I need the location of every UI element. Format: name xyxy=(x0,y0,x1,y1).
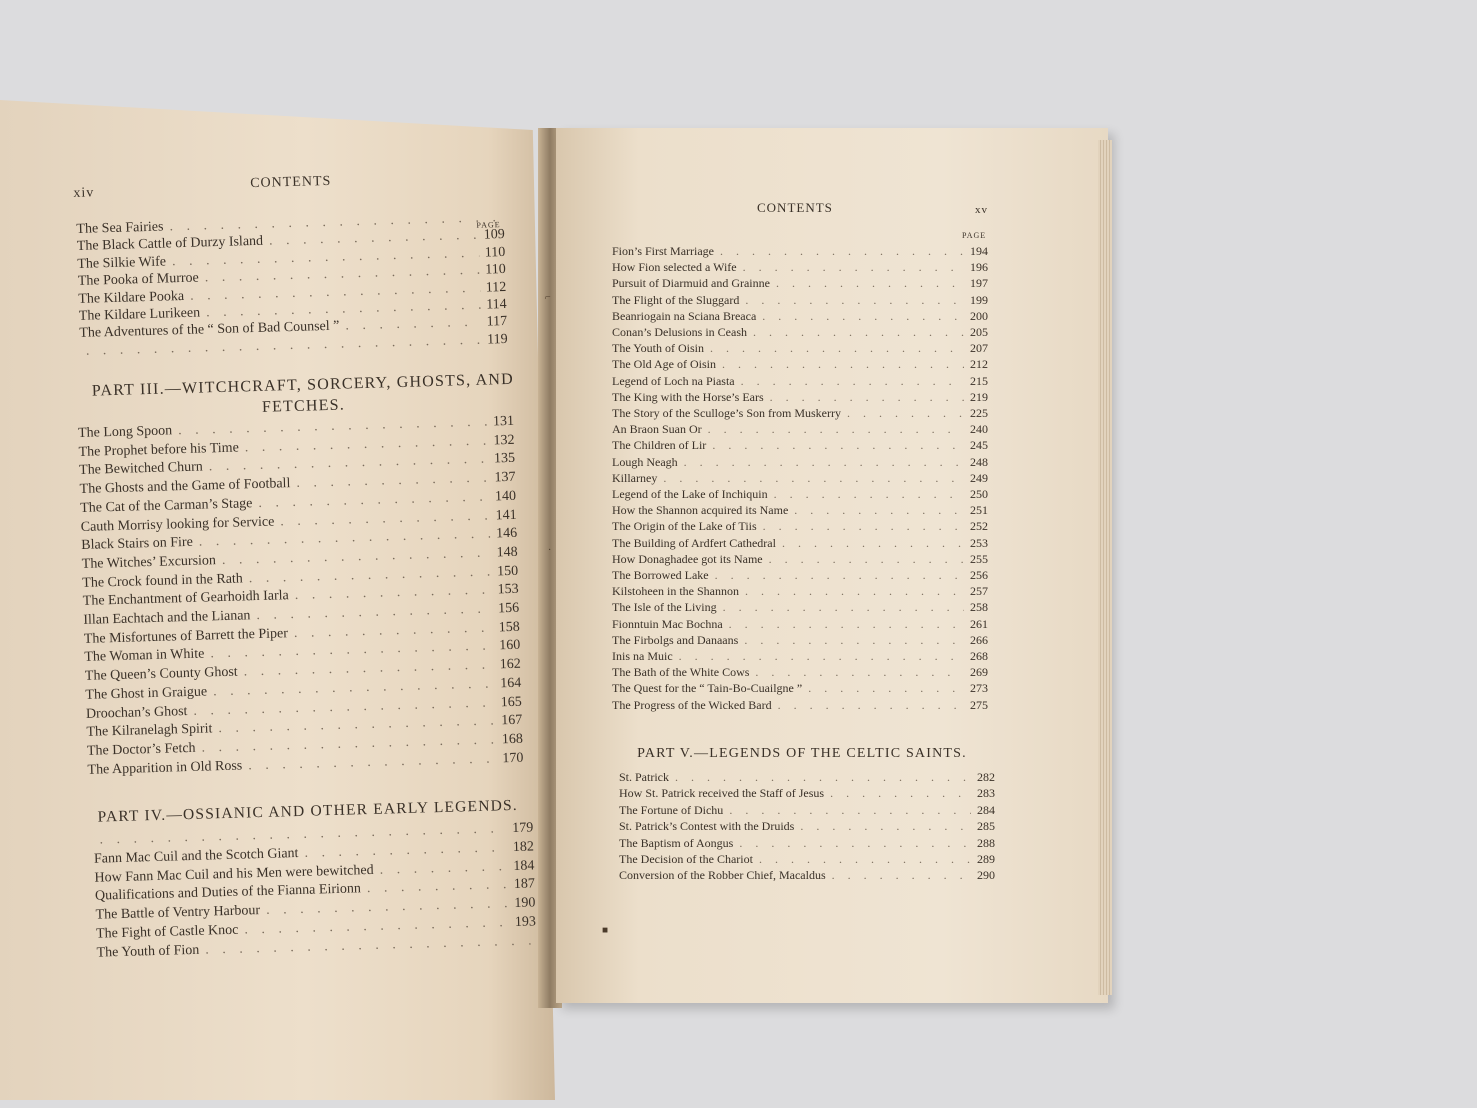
toc-entry-page: 156 xyxy=(497,600,520,617)
toc-entry-page: 205 xyxy=(970,325,988,339)
toc-leader-dots xyxy=(720,244,964,259)
toc-entry-title: Fionntuin Mac Bochna xyxy=(612,616,723,631)
toc-entry-title: The Queen’s County Ghost xyxy=(84,664,238,684)
toc-leader-dots xyxy=(729,617,964,632)
toc-entry-page: 141 xyxy=(495,507,517,523)
toc-entry-page: 168 xyxy=(501,731,524,748)
toc-entry-title: Legend of the Lake of Inchiquin xyxy=(612,487,768,501)
toc-entry-page: 137 xyxy=(494,469,516,486)
toc-entry-title: Kilstoheen in the Shannon xyxy=(612,584,739,599)
toc-entry-page: 132 xyxy=(493,432,515,449)
toc-entry-title: The Kildare Pooka xyxy=(78,288,185,307)
toc-entry-page: 284 xyxy=(977,802,995,817)
toc-entry-page: 193 xyxy=(514,914,537,930)
toc-entry xyxy=(612,536,988,551)
toc-entry-title: The Apparition in Old Ross xyxy=(87,758,243,778)
toc-leader-dots xyxy=(832,868,971,883)
toc-leader-dots xyxy=(763,519,964,534)
toc-entry xyxy=(612,568,988,583)
toc-entry-page: 283 xyxy=(977,786,995,801)
toc-entry-title: Fann Mac Cuil and the Scotch Giant xyxy=(93,845,299,867)
toc-leader-dots xyxy=(770,390,964,405)
toc-entry-page: 273 xyxy=(970,681,988,696)
toc-entry-page: 269 xyxy=(970,665,988,680)
toc-leader-dots xyxy=(663,471,964,486)
toc-entry-title: The Story of the Sculloge’s Son from Muskerry xyxy=(612,406,841,420)
toc-entry-page: 165 xyxy=(500,694,523,710)
toc-entry-page: 117 xyxy=(486,314,508,330)
toc-leader-dots xyxy=(759,852,971,867)
toc-entry-title: The Enchantment of Gearhoidh Iarla xyxy=(82,588,289,610)
toc-entry-title: The Adventures of the “ Son of Bad Counsel ” xyxy=(79,319,340,342)
toc-entry-title: The Battle of Ventry Harbour xyxy=(95,903,261,923)
toc-leader-dots xyxy=(808,681,964,696)
toc-entry-page: 288 xyxy=(977,835,995,850)
toc-entry-title: The Progress of the Wicked Bard xyxy=(612,697,772,712)
toc-entry-title: The Borrowed Lake xyxy=(612,568,709,582)
toc-entry xyxy=(612,600,988,615)
toc-entry xyxy=(612,422,988,437)
toc-leader-dots xyxy=(675,770,971,785)
right-page-column-label: PAGE xyxy=(962,231,987,240)
toc-entry-title: The King with the Horse’s Ears xyxy=(612,389,764,404)
toc-entry-page: 252 xyxy=(970,519,988,534)
toc-entry xyxy=(612,293,988,308)
toc-entry-title: Legend of Loch na Piasta xyxy=(612,373,735,388)
toc-entry-title: How St. Patrick received the Staff of Jesus xyxy=(619,786,825,801)
toc-leader-dots xyxy=(778,698,964,713)
toc-entry-page: 268 xyxy=(970,649,988,663)
toc-entry-page: 146 xyxy=(495,525,518,542)
toc-entry-title: Illan Eachtach and the Lianan xyxy=(83,608,251,628)
toc-entry-title: The Silkie Wife xyxy=(77,254,167,272)
toc-leader-dots xyxy=(847,406,964,421)
toc-entry-title: St. Patrick xyxy=(619,770,669,784)
toc-entry xyxy=(612,390,988,405)
toc-entry xyxy=(612,471,988,486)
toc-entry-page: 282 xyxy=(977,770,995,784)
toc-entry-title: Killarney xyxy=(612,470,658,485)
toc-entry xyxy=(619,868,995,883)
toc-entry xyxy=(612,649,988,664)
toc-entry-title: How Donaghadee got its Name xyxy=(612,551,763,566)
toc-entry-title: The Witches’ Excursion xyxy=(81,553,217,572)
toc-leader-dots xyxy=(744,633,964,648)
toc-entry-title: The Black Cattle of Durzy Island xyxy=(76,234,264,255)
toc-entry-page: 179 xyxy=(512,820,534,837)
toc-leader-dots xyxy=(794,503,964,518)
toc-entry xyxy=(612,584,988,599)
toc-entry-title: The Bewitched Churn xyxy=(78,459,203,479)
toc-entry xyxy=(619,803,995,818)
toc-entry-title: Conversion of the Robber Chief, Macaldus xyxy=(619,868,826,883)
toc-leader-dots xyxy=(710,341,964,356)
toc-entry-page: 240 xyxy=(970,422,988,437)
toc-entry xyxy=(619,852,995,867)
toc-entry-page: 164 xyxy=(500,675,522,692)
toc-entry-page: 248 xyxy=(970,454,988,469)
toc-leader-dots xyxy=(830,786,971,801)
toc-entry-page: 158 xyxy=(498,619,520,636)
ink-speck: ■ xyxy=(602,925,609,936)
toc-entry-page: 110 xyxy=(484,244,506,261)
toc-entry-page: 253 xyxy=(970,535,988,550)
toc-entry xyxy=(612,309,988,324)
toc-entry-title: The Bath of the White Cows xyxy=(612,665,750,680)
toc-entry xyxy=(612,374,988,389)
toc-entry-title: Black Stairs on Fire xyxy=(81,535,194,554)
toc-entry-title: An Braon Suan Or xyxy=(612,422,702,437)
toc-leader-dots xyxy=(679,649,964,664)
toc-entry-title: The Baptism of Aongus xyxy=(619,835,734,850)
toc-entry-page: 167 xyxy=(501,712,523,729)
left-folio: xiv xyxy=(73,185,95,202)
toc-entry-title: Lough Neagh xyxy=(612,454,678,469)
toc-entry xyxy=(612,519,988,534)
toc-entry-page: 184 xyxy=(513,858,535,874)
toc-leader-dots xyxy=(755,665,964,680)
toc-leader-dots xyxy=(743,260,964,275)
toc-entry-page: 250 xyxy=(970,487,988,501)
toc-entry xyxy=(612,503,988,518)
toc-leader-dots xyxy=(753,325,964,340)
toc-leader-dots xyxy=(729,803,971,818)
toc-entry-title: The Youth of Oisin xyxy=(612,341,705,356)
toc-entry-title: The Quest for the “ Tain-Bo-Cuailgne ” xyxy=(612,681,803,696)
toc-entry xyxy=(612,325,988,340)
toc-entry-page: 197 xyxy=(970,276,988,291)
toc-entry-title: The Cat of the Carman’s Stage xyxy=(80,495,253,516)
toc-leader-dots xyxy=(708,422,964,437)
toc-entry-page: 255 xyxy=(970,551,988,566)
toc-entry xyxy=(612,357,988,372)
toc-entry-title: The Isle of the Living xyxy=(612,600,717,615)
left-running-head: CONTENTS xyxy=(250,173,332,192)
toc-entry-title: The Old Age of Oisin xyxy=(612,357,716,372)
toc-entry-title: The Long Spoon xyxy=(77,423,173,441)
toc-entry xyxy=(619,770,995,785)
toc-leader-dots xyxy=(776,276,964,291)
toc-entry-page: 182 xyxy=(512,839,535,855)
right-running-head: CONTENTS xyxy=(757,200,833,215)
toc-entry-title: Fion’s First Marriage xyxy=(612,244,714,258)
toc-entry-page: 289 xyxy=(977,852,995,866)
toc-entry-page: 225 xyxy=(970,406,988,420)
toc-entry-page: 256 xyxy=(970,568,988,582)
toc-leader-dots xyxy=(712,438,964,453)
toc-entry-title: Inis na Muic xyxy=(612,649,673,663)
toc-entry xyxy=(612,698,988,713)
toc-entry-title: The Pooka of Murroe xyxy=(77,270,199,290)
toc-entry-title: The Flight of the Sluggard xyxy=(612,292,740,307)
toc-entry-page: 160 xyxy=(499,638,521,654)
toc-entry-title: The Fortune of Dichu xyxy=(619,802,724,817)
toc-entry-title: The Fight of Castle Knoc xyxy=(95,922,239,942)
toc-entry-title: Conan’s Delusions in Ceash xyxy=(612,325,747,339)
toc-leader-dots xyxy=(723,600,964,615)
toc-entry-title: The Firbolgs and Danaans xyxy=(612,632,739,647)
toc-leader-dots xyxy=(745,584,964,599)
toc-entry xyxy=(612,455,988,470)
toc-entry-title: The Kildare Lurikeen xyxy=(78,305,201,324)
binding-thread-mark: · xyxy=(548,545,552,556)
toc-entry-title: Beanriogain na Sciana Breaca xyxy=(612,308,757,323)
toc-entry-page: 261 xyxy=(970,616,988,631)
toc-entry-page: 251 xyxy=(970,503,988,518)
toc-entry xyxy=(612,260,988,275)
toc-entry-title: St. Patrick’s Contest with the Druids xyxy=(619,819,795,834)
toc-entry xyxy=(612,406,988,421)
toc-entry-page: 162 xyxy=(499,656,521,673)
part-4-heading: PART IV.—OSSIANIC AND OTHER EARLY LEGENDS. xyxy=(97,796,519,826)
toc-entry-page: 148 xyxy=(496,544,518,561)
toc-entry-title: Cauth Morrisy looking for Service xyxy=(80,514,275,535)
toc-entry-page: 131 xyxy=(492,413,515,430)
toc-leader-dots xyxy=(774,487,964,502)
toc-entry-page: 112 xyxy=(485,279,507,296)
left-page-column-label: PAGE xyxy=(476,220,501,230)
toc-entry-title: Droochan’s Ghost xyxy=(85,703,188,722)
toc-entry-title: The Ghost in Graigue xyxy=(85,684,208,703)
toc-entry-page: 140 xyxy=(494,488,517,505)
toc-entry-title: The Decision of the Chariot xyxy=(619,852,753,866)
toc-leader-dots xyxy=(782,536,964,551)
toc-leader-dots xyxy=(684,455,964,470)
toc-entry-title: The Ghosts and the Game of Football xyxy=(79,476,291,498)
toc-entry-page: 200 xyxy=(970,308,988,323)
toc-leader-dots xyxy=(800,819,971,834)
toc-entry-title: How Fann Mac Cuil and his Men were bewitched xyxy=(94,862,374,886)
toc-entry-title: The Origin of the Lake of Tiis xyxy=(612,519,757,534)
toc-entry-page: 199 xyxy=(970,292,988,307)
toc-entry-title: The Doctor’s Fetch xyxy=(86,740,196,759)
right-folio: xv xyxy=(975,204,988,216)
toc-entry-title: Qualifications and Duties of the Fianna Eirionn xyxy=(94,881,362,905)
page-edges xyxy=(1098,140,1112,995)
toc-entry-page: 187 xyxy=(513,876,536,893)
toc-entry-title: The Youth of Fion xyxy=(96,942,200,961)
toc-entry xyxy=(612,665,988,680)
toc-entry-page: 190 xyxy=(514,895,536,912)
toc-entry-page: 119 xyxy=(486,331,508,348)
toc-entry-page: 114 xyxy=(486,296,507,313)
toc-leader-dots xyxy=(741,374,964,389)
toc-entry-page: 135 xyxy=(493,451,516,467)
toc-entry-page: 196 xyxy=(970,260,988,275)
toc-entry-page: 215 xyxy=(970,373,988,388)
toc-leader-dots xyxy=(762,309,964,324)
toc-entry xyxy=(619,786,995,801)
toc-entry-page: 110 xyxy=(485,262,506,278)
toc-entry-page: 257 xyxy=(970,584,988,599)
toc-entry-title: The Sea Fairies xyxy=(76,219,164,237)
toc-entry-page: 266 xyxy=(970,632,988,647)
toc-entry-page: 245 xyxy=(970,438,988,453)
toc-entry-page: 150 xyxy=(496,563,519,579)
toc-leader-dots xyxy=(745,293,964,308)
toc-entry-page: 258 xyxy=(970,600,988,615)
toc-entry-page: 109 xyxy=(483,227,505,243)
toc-entry-page: 207 xyxy=(970,341,988,356)
toc-entry xyxy=(612,438,988,453)
toc-entry-title: How Fion selected a Wife xyxy=(612,260,737,275)
toc-entry-title: The Woman in White xyxy=(84,646,205,666)
toc-entry xyxy=(612,244,988,259)
toc-entry-page: 290 xyxy=(977,868,995,883)
toc-entry xyxy=(612,617,988,632)
toc-entry xyxy=(612,487,988,502)
toc-entry-title: The Building of Ardfert Cathedral xyxy=(612,535,776,550)
toc-leader-dots xyxy=(739,836,971,851)
toc-entry-page: 153 xyxy=(497,582,519,598)
toc-entry-page: 219 xyxy=(970,389,988,404)
toc-entry-title: The Prophet before his Time xyxy=(78,440,240,460)
toc-entry-page: 275 xyxy=(970,697,988,712)
toc-leader-dots xyxy=(715,568,964,583)
toc-entry-page: 170 xyxy=(502,750,524,766)
toc-entry xyxy=(612,276,988,291)
toc-entry-title: The Kilranelagh Spirit xyxy=(86,721,213,741)
toc-entry xyxy=(612,341,988,356)
toc-entry-title: How the Shannon acquired its Name xyxy=(612,503,789,518)
toc-entry-page: 249 xyxy=(970,470,988,485)
toc-entry-title: Pursuit of Diarmuid and Grainne xyxy=(612,276,770,291)
toc-entry xyxy=(612,633,988,648)
toc-entry xyxy=(619,836,995,851)
toc-leader-dots xyxy=(722,357,964,372)
toc-entry-title: The Children of Lir xyxy=(612,438,707,453)
toc-entry xyxy=(612,552,988,567)
toc-entry-page: 194 xyxy=(970,244,988,258)
toc-entry xyxy=(619,819,995,834)
part-5-heading: PART V.—LEGENDS OF THE CELTIC SAINTS. xyxy=(637,746,967,761)
toc-entry-title: The Misfortunes of Barrett the Piper xyxy=(83,625,289,647)
toc-entry-page: 285 xyxy=(977,819,995,834)
toc-entry xyxy=(612,681,988,696)
part-3-heading: PART III.—WITCHCRAFT, SORCERY, GHOSTS, AND FETCHES. xyxy=(91,370,515,416)
toc-entry-title: The Crock found in the Rath xyxy=(82,571,244,591)
toc-leader-dots xyxy=(769,552,964,567)
toc-entry-page: 212 xyxy=(970,357,988,372)
binding-thread-mark: ⌐ xyxy=(545,292,551,303)
